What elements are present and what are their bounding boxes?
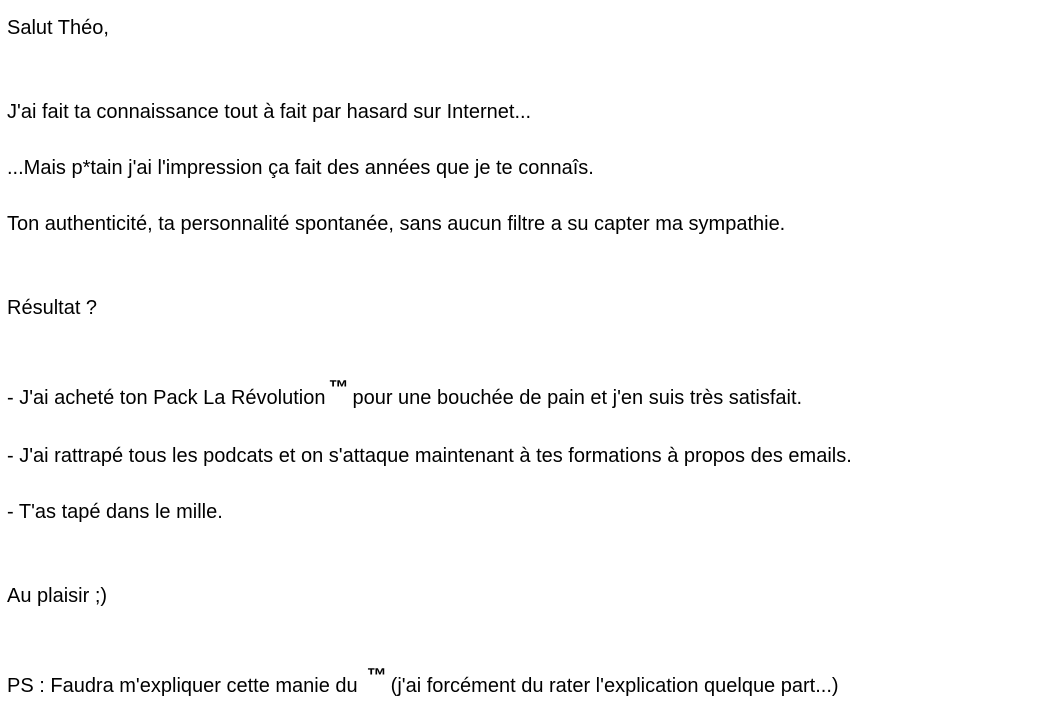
postscript-text-start: PS : Faudra m'expliquer cette manie du xyxy=(7,675,358,697)
result-heading: Résultat ? xyxy=(7,297,98,319)
paragraph-impression: ...Mais p*tain j'ai l'impression ça fait des années que je te connaîs. xyxy=(7,157,594,179)
bullet-pack xyxy=(7,377,803,410)
bullet-bullseye: - T'as tapé dans le mille. xyxy=(7,501,223,523)
postscript xyxy=(7,665,839,698)
paragraph-authenticity: Ton authenticité, ta personnalité spontanée, sans aucun filtre a su capter ma sympathie. xyxy=(7,213,786,235)
bullet-pack-text-end: pour une bouchée de pain et j'en suis très satisfait. xyxy=(352,387,803,409)
trademark-symbol: ™ xyxy=(328,377,349,399)
postscript-text-end: (j'ai forcément du rater l'explication quelque part...) xyxy=(390,675,839,697)
trademark-symbol-ps: ™ xyxy=(366,665,387,687)
paragraph-intro: J'ai fait ta connaissance tout à fait par hasard sur Internet... xyxy=(7,101,532,123)
closing: Au plaisir ;) xyxy=(7,585,108,607)
bullet-podcasts: - J'ai rattrapé tous les podcats et on s'attaque maintenant à tes formations à propos des emails. xyxy=(7,445,852,467)
bullet-pack-text-start: - J'ai acheté ton Pack La Révolution xyxy=(7,387,326,409)
greeting: Salut Théo, xyxy=(7,17,109,39)
